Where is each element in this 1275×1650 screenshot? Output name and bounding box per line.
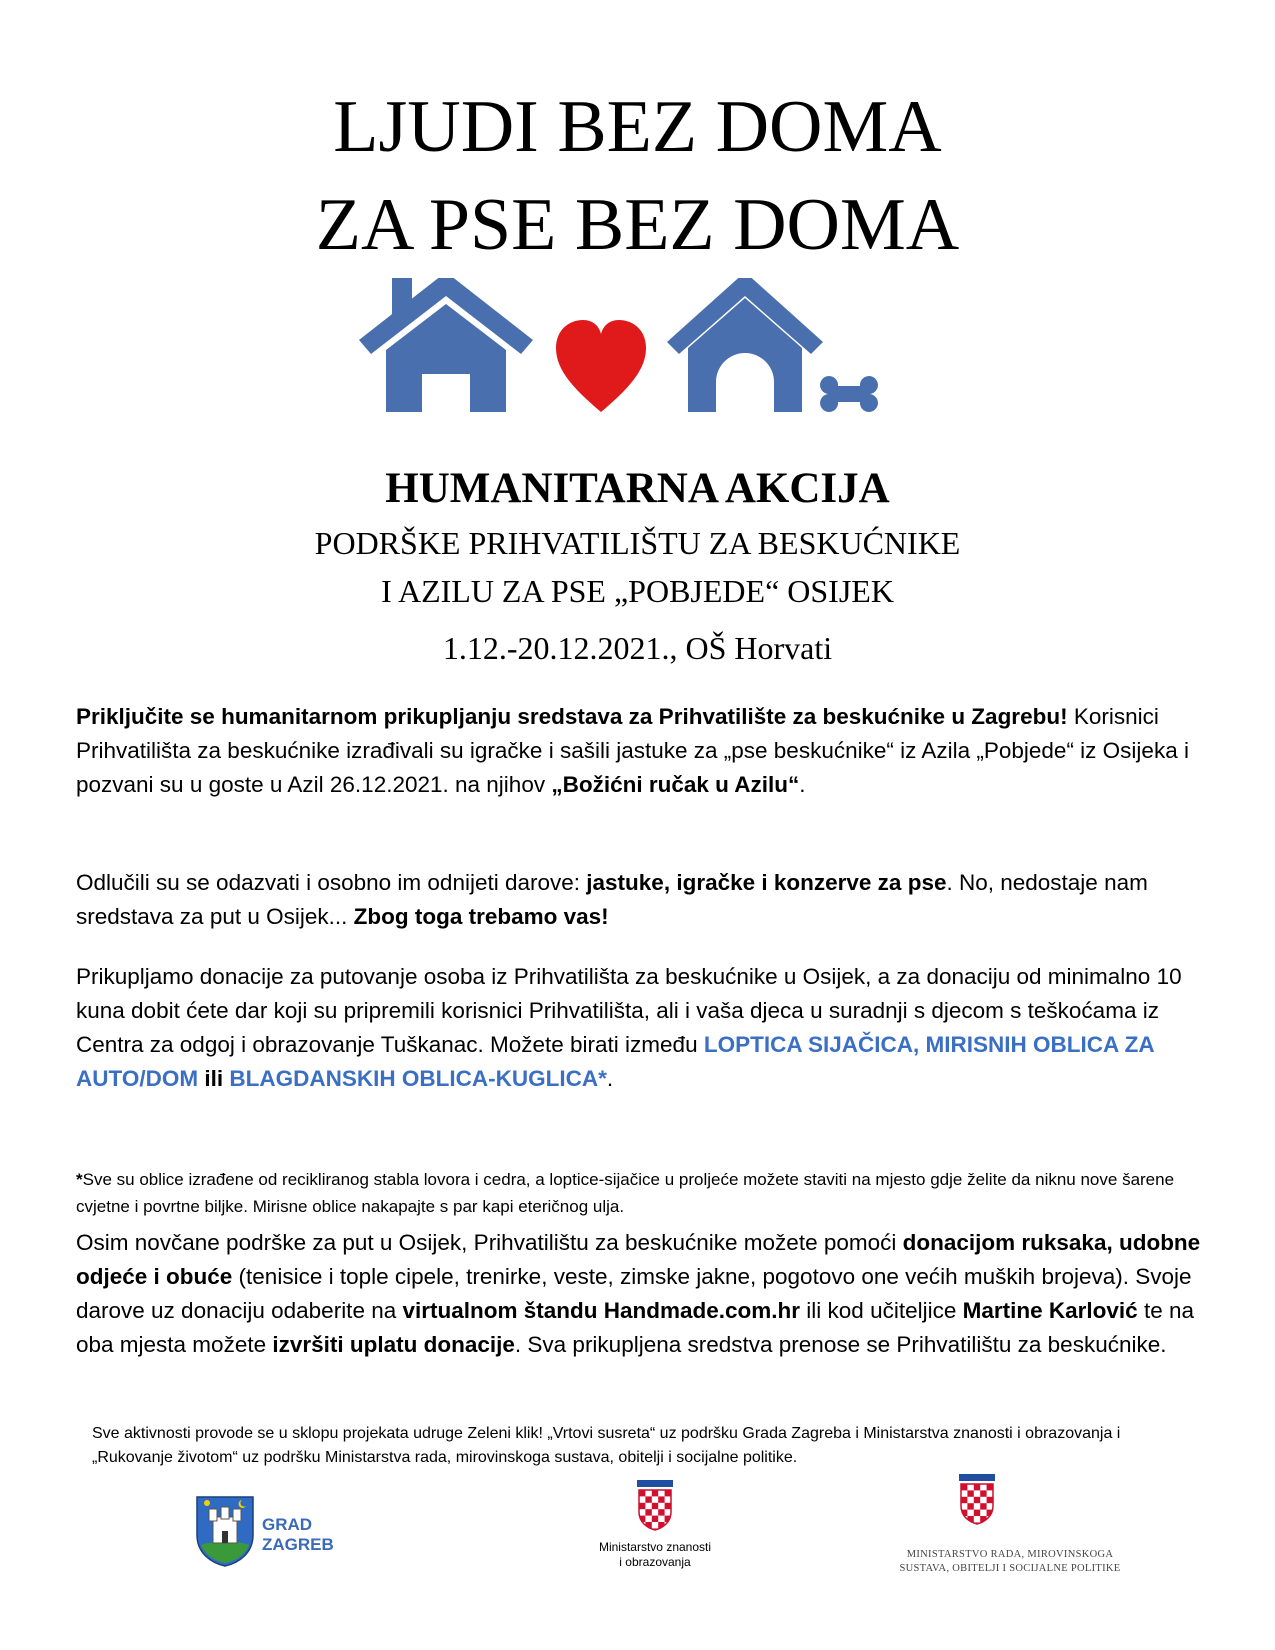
p5-text-1: Osim novčane podrške za put u Osijek, Prihvatilištu za beskućnike možete pomoći <box>76 1230 903 1255</box>
p5-bold-4: izvršiti uplatu donacije <box>272 1332 515 1357</box>
croatian-coat-of-arms-icon <box>957 1472 997 1526</box>
logo-ministarstvo-znanosti <box>575 1478 735 1593</box>
p5-bold-3: Martine Karlović <box>962 1298 1138 1323</box>
title-line-1: LJUDI BEZ DOMA <box>333 86 942 168</box>
mzo-label-1: Ministarstvo znanosti <box>598 1540 712 1554</box>
p3-blue-1: LOPTICA SIJAČICA, MIRISNIH OBLICA ZA AUTO/DOM <box>76 1032 1154 1091</box>
logo-grad-zagreb <box>195 1495 385 1585</box>
grad-label: GRAD <box>262 1515 313 1534</box>
p2-text-2: . No, nedostaje nam sredstava za put u Osijek... <box>76 870 1148 929</box>
p3-blue-2: BLAGDANSKIH OBLICA-KUGLICA* <box>229 1066 607 1091</box>
illustration <box>0 278 1275 448</box>
title-line-2: ZA PSE BEZ DOMA <box>315 184 960 266</box>
p1-bold-2: „Božićni ručak u Azilu“ <box>551 772 800 797</box>
footnote-text: Sve su oblice izrađene od recikliranog stabla lovora i cedra, a loptice-sijačice u proljeće možete staviti na mjesto gdje želite da niknu nove šarene cvjetne i povrtne biljke. Mirisne oblice nakapajte s par kapi eteričnog ulja. <box>76 1170 1175 1216</box>
bone-icon <box>820 376 878 412</box>
p1-bold-1: Priključite se humanitarnom prikupljanju sredstava za Prihvatilište za beskućnike u Zagrebu! <box>76 704 1068 729</box>
p3-text-2: . <box>606 1066 614 1091</box>
p5-text-3: ili kod učiteljice <box>800 1298 963 1323</box>
heart-icon <box>556 320 646 412</box>
subtitle-line-3: I AZILU ZA PSE „POBJEDE“ OSIJEK <box>381 573 894 609</box>
paragraph-3 <box>76 960 1208 1096</box>
p5-text-4: te na oba mjesta možete <box>76 1298 1194 1357</box>
paragraph-1 <box>76 700 1208 802</box>
p2-bold-2: Zbog toga trebamo vas! <box>353 904 609 929</box>
zagreb-coat-of-arms-icon <box>195 1495 255 1567</box>
p5-bold-1: donacijom ruksaka, udobne odjeće i obuće <box>76 1230 1201 1289</box>
subtitle-line-2: PODRŠKE PRIHVATILIŠTU ZA BESKUĆNIKE <box>314 525 961 561</box>
p3-text-1: Prikupljamo donacije za putovanje osoba iz Prihvatilišta za beskućnike u Osijek, a za donaciju od minimalno 10 kuna dobit ćete dar koji su pripremili korisnici Prihvatilišta, ali i vaša djeca u suradnji s djecom s teškoćama iz Centra za odgoj i obrazovanje Tuškanac. Možete birati između <box>76 964 1182 1057</box>
house-icon <box>359 278 533 412</box>
p5-bold-2: virtualnom štandu Handmade.com.hr <box>402 1298 801 1323</box>
p1-text-2: . <box>799 772 806 797</box>
mrms-label-1: MINISTARSTVO RADA, MIROVINSKOGA <box>906 1549 1114 1560</box>
paragraph-5 <box>76 1226 1208 1362</box>
subtitle-line-1: HUMANITARNA AKCIJA <box>385 465 890 512</box>
paragraph-2 <box>76 866 1208 934</box>
p5-text-2: (tenisice i tople cipele, trenirke, veste, zimske jakne, pogotovo one većih muških brojeva). Svoje darove uz donaciju odaberite na <box>76 1264 1192 1323</box>
p5-text-5: . Sva prikupljena sredstva prenose se Prihvatilištu za beskućnike. <box>514 1332 1167 1357</box>
zagreb-label: ZAGREB <box>262 1535 334 1554</box>
project-note: Sve aktivnosti provode se u sklopu projekata udruge Zeleni klik! „Vrtovi susreta“ uz podršku Grada Zagreba i Ministarstva znanosti i obrazovanja i „Rukovanje životom“ uz podršku Ministarstva rada, mirovinskoga sustava, obitelji i socijalne politike. <box>92 1425 1121 1466</box>
event-dates: 1.12.-20.12.2021., OŠ Horvati <box>442 630 833 666</box>
mrms-label-2: SUSTAVA, OBITELJI I SOCIJALNE POLITIKE <box>899 1563 1121 1574</box>
mzo-label-2: i obrazovanja <box>619 1555 691 1569</box>
footnote <box>76 1166 1208 1220</box>
doghouse-icon <box>667 278 823 412</box>
footnote-asterisk: * <box>76 1170 83 1189</box>
croatian-coat-of-arms-icon <box>635 1478 675 1532</box>
p2-bold-1: jastuke, igračke i konzerve za pse <box>586 870 947 895</box>
p2-text-1: Odlučili su se odazvati i osobno im odnijeti darove: <box>76 870 587 895</box>
p3-bold-1: ili <box>198 1066 230 1091</box>
logo-ministarstvo-rada <box>895 1472 1165 1597</box>
p1-text-1: Korisnici Prihvatilišta za beskućnike izrađivali su igračke i sašili jastuke za „pse beskućnike“ iz Azila „Pobjede“ iz Osijeka i pozvani su u goste u Azil 26.12.2021. na njihov <box>76 704 1189 797</box>
